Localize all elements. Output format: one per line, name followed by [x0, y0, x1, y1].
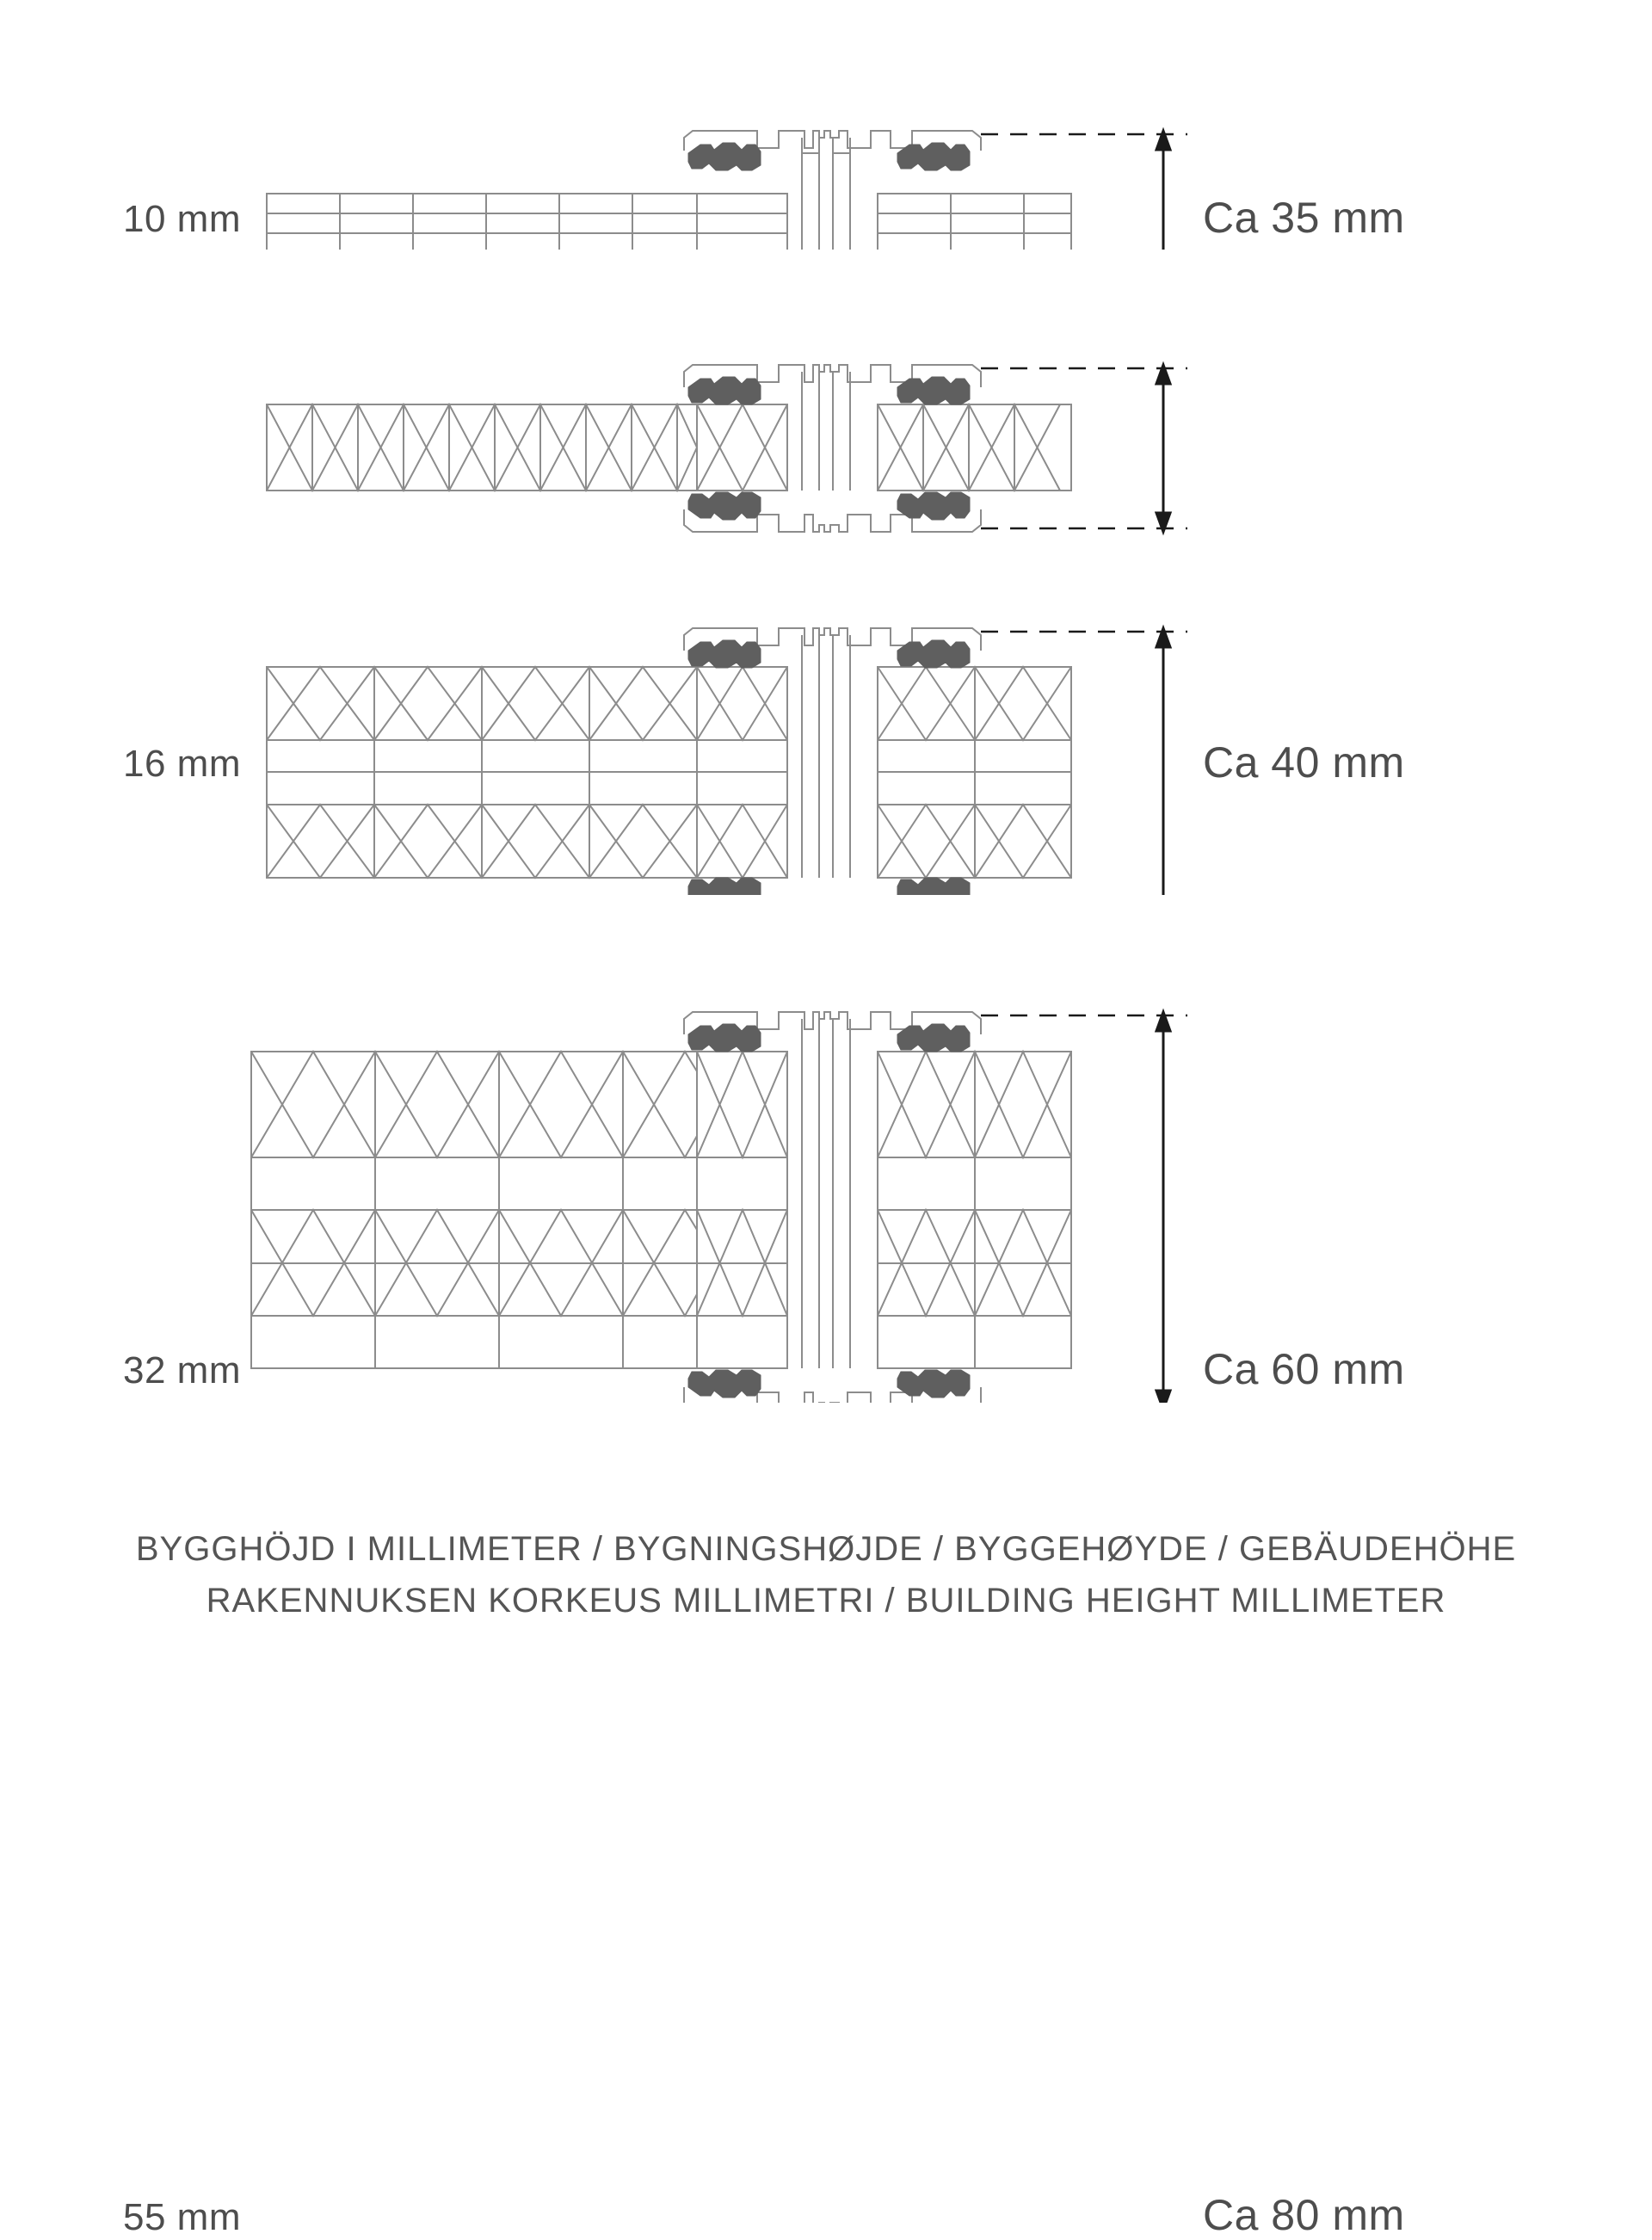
- panel-thickness-label-55mm: 55 mm: [123, 2196, 241, 2238]
- build-height-label-35mm: Ca 35 mm: [1203, 194, 1405, 242]
- double-headed-vertical-arrow-icon: [1156, 1012, 1170, 1403]
- dashed-extension-line-icon: [981, 632, 1187, 895]
- panel-thickness-label-10mm: 10 mm: [123, 198, 241, 240]
- dashed-extension-line-icon: [981, 368, 1187, 528]
- build-height-label-60mm: Ca 60 mm: [1203, 1345, 1405, 1393]
- double-headed-vertical-arrow-icon: [1156, 365, 1170, 532]
- section-drawing-16mm: [0, 318, 1652, 568]
- double-headed-vertical-arrow-icon: [1156, 628, 1170, 895]
- caption-line-2: RAKENNUKSEN KORKEUS MILLIMETRI / BUILDING HEIGHT MILLIMETER: [206, 1582, 1446, 1620]
- panel-thickness-label-16mm: 16 mm: [123, 743, 241, 785]
- caption-line-1: BYGGHÖJD I MILLIMETER / BYGNINGSHØJDE / BYGGEHØYDE / GEBÄUDEHÖHE: [135, 1530, 1517, 1568]
- double-headed-vertical-arrow-icon: [1156, 131, 1170, 250]
- build-height-label-40mm: Ca 40 mm: [1203, 738, 1405, 787]
- section-drawing-32mm: [0, 602, 1652, 895]
- build-height-label-80mm: Ca 80 mm: [1203, 2191, 1405, 2239]
- dashed-extension-line-icon: [981, 134, 1187, 250]
- panel-row-16mm: [0, 318, 1652, 787]
- panel-thickness-label-32mm: 32 mm: [123, 1349, 241, 1392]
- panel-row-32mm: [0, 602, 1652, 1393]
- section-drawing-55mm: [0, 990, 1652, 1403]
- panel-row-10mm: [0, 52, 1652, 241]
